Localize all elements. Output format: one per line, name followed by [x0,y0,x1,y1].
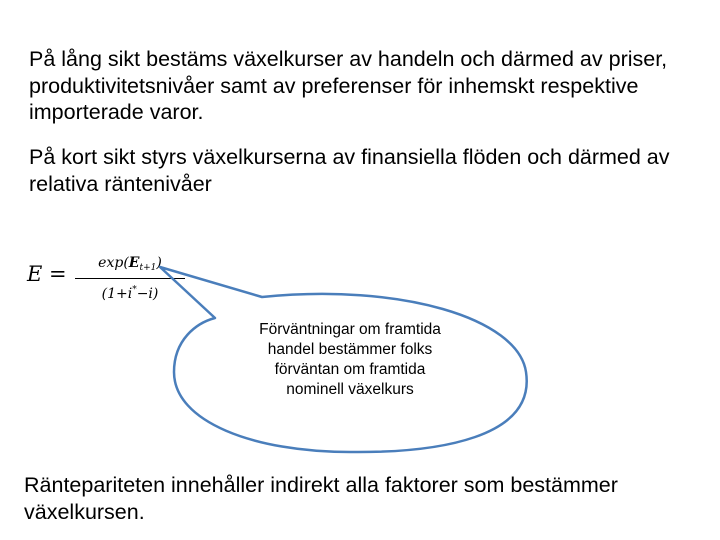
equation-den-sup: * [132,285,137,295]
speech-bubble-text [198,320,502,400]
equation-lhs: E = [27,262,67,286]
callout-line: handel bestämmer folks [267,341,433,358]
equation-den-rest: −i) [136,286,159,302]
paragraph-interest-parity: Räntepariteten innehåller indirekt alla faktorer som bestämmer växelkursen. [24,473,618,524]
callout-line: förväntan om framtida [274,361,426,378]
paragraph-short-term: På kort sikt styrs växelkurserna av finansiella flöden och därmed av relativa räntenivåer [29,145,670,196]
paragraph-long-term: På lång sikt bestäms växelkurser av handeln och därmed av priser, produktivitetsnivåer samt av preferenser för inhemskt respektive importerade varor. [29,47,668,124]
equation-num-func: exp( [98,255,129,271]
callout-line: Förväntningar om framtida [259,321,441,338]
equation-num-var: E [128,255,140,271]
equation-num-close: ) [156,255,162,271]
callout-line: nominell växelkurs [286,381,414,398]
equation-num-sub: t+1 [139,263,157,273]
equation-den-open: (1+i [101,286,133,302]
